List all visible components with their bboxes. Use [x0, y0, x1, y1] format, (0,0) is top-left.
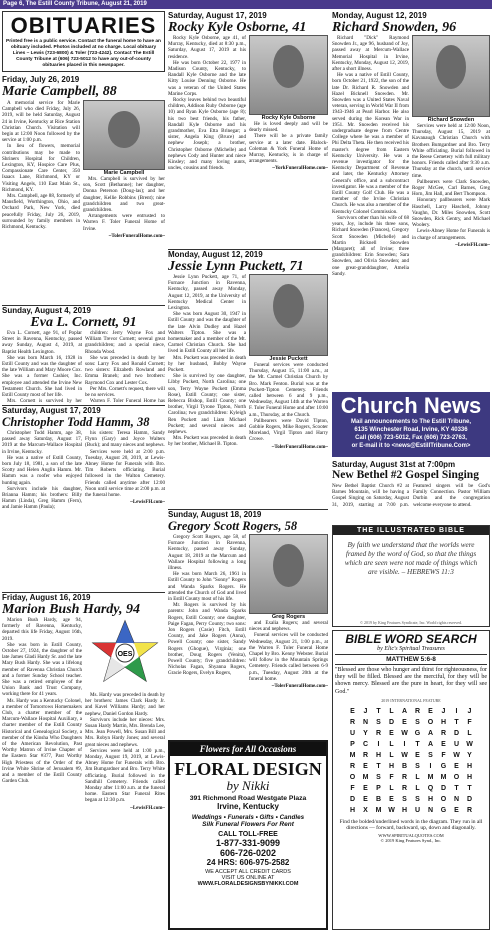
obit-hamm — [2, 405, 165, 590]
obit-date: Saturday, August 17, 2019 — [168, 11, 267, 20]
word-search-letter[interactable]: L — [415, 773, 420, 781]
bible-credit: © 2019 by King Features Syndicate, Inc. World rights reserved. — [360, 620, 462, 625]
obit-cornett — [2, 305, 165, 403]
obit-paragraph: Services were held at 2:00 p.m. Tuesday, August 20, 2019, at Lewis-Abney Home for Funerals with Bro. Tim Roberts officiating. Burial followed in the Walton Cemetery. Friends called anytime after 12:00 Noon until service time at 2:00 p.m. at the funeral home. — [85, 448, 165, 499]
obit-paragraph: Jessie Lynn Puckett, age 71, of Furnace Junction in Ravenna, Kentucky, passed away Monday, August 12, 2019, at the University of Kentucky Medical Center in Lexington. — [168, 274, 246, 312]
obit-date: Monday, August 12, 2019 — [168, 250, 263, 259]
ad-address-city: Irvine, Kentucky — [217, 802, 279, 811]
word-search-letter[interactable]: I — [429, 762, 432, 770]
obit-paragraph: Ms. Hardy was a Kentucky Colonel, a member of Tomorrows Homemakers Club, a charter member of the Marcum-Wallace Hospital Auxiliary, a charter member of the Estill County Historical and Genealogical Society, a member of the Kinsha Who Daughters of the American Revolution, Past Worthy Matron of Irvine Chapter of the Eastern Star #377, Past Worthy High Priestess of the Order of the Irvine White Shrine of Jerusalem #9, and a member of the Estill County Garden Club. — [2, 697, 82, 785]
word-search-letter[interactable]: C — [362, 740, 369, 748]
obit-name: Gregory Scott Rogers, 58 — [168, 519, 298, 533]
obit-paragraph: There will be a private family service at a later date. Blalock-Coleman & York Funeral Home of Murray, Kentucky, is in charge of arrangements. — [249, 133, 328, 165]
word-search-letter[interactable]: E — [441, 740, 446, 748]
obit-paragraph: Arrangements were entrusted to Warren F. Toler Funeral Home of Irvine. — [83, 213, 165, 232]
word-search-letter[interactable]: H — [401, 806, 408, 814]
word-search-letter[interactable]: R — [440, 729, 447, 737]
word-search-ref: MATTHEW 5:6-8 — [335, 654, 487, 665]
ad-name-sub: by Nikki — [226, 778, 270, 793]
obit-paragraph: In lieu of flowers, memorial contributions may be made to Shriners Hospital for Children, Lexington, KY, Hospice Care Plus, Compassionate Care Center, 350 Isaacs Lane, Richmond, KY or Visiting Angels, 110 East Main St., Richmond, KY. — [2, 143, 80, 193]
obit-name: Eva L. Cornett, 91 — [30, 315, 137, 330]
word-search-letter[interactable]: L — [389, 751, 394, 759]
obit-paragraph: She was born August 30, 1947 in Estill County and was the daughter of the late Alvin Dudley and Hazel Walters Tipton. She was a homemaker and a member of the Mt. Carmel Christian Church. She had lived in Estill County all her life. — [168, 311, 246, 355]
event-text: New Bethel Baptist Church #2 at Barnes Mountain, will be having a Gospel Singing on Saturday, August 31, 2019, starting at 7:00 p.m. Featured singers will be God's Family Connection. Pastor William Durbin and the congregation welcome everyone to attend. — [332, 483, 490, 508]
word-search-letter[interactable]: W — [453, 751, 460, 759]
word-search-verse: "Blessed are those who hunger and thirst for righteousness, for they will be filled. Blessed are the merciful, for they will be shown mercy. Blessed are the pure in heart, for they will see God." — [335, 667, 487, 695]
word-search-letter[interactable]: Y — [363, 729, 368, 737]
word-search-letter[interactable]: H — [349, 806, 356, 814]
obit-paragraph: Eva L. Cornett, age 91, of Poplar Street in Ravenna, Kentucky, passed away Sunday, August 4, 2019, at Baptist Health Lexington. — [2, 330, 82, 355]
word-search-letter[interactable]: E — [363, 762, 368, 770]
word-search-letter[interactable]: R — [362, 751, 369, 759]
obit-photo — [83, 100, 165, 170]
obit-paragraph: his sisters: Teresa Hamm, Sandy Flynn (Gary) and Joyce Walters (Buck); and many nieces and nephews. — [85, 430, 165, 449]
word-search-letter[interactable]: D — [453, 729, 460, 737]
word-search-letter[interactable]: M — [349, 751, 356, 759]
word-search-letter[interactable]: T — [415, 740, 420, 748]
bible-verse: By faith we understand that the worlds were framed by the word of God, so that the things which are seen were not made of things which are visible. – HEBREWS 11:3 — [344, 541, 478, 576]
word-search-letter[interactable]: U — [414, 806, 421, 814]
obit-paragraph: Mrs. Campbell is survived by her son, Scott (Bethanne); her daughter, Donna Peterson (Doug-las); and her daughter, Kellie Robbins (Brent); nine grandchildren and two great-grandchildren. — [83, 176, 165, 214]
masthead — [2, 11, 165, 72]
ad-phone-local: 606-726-0202 — [219, 848, 277, 858]
portrait-placeholder — [436, 45, 466, 89]
obit-paragraph: Warren F. Toler Funeral Home has — [90, 398, 165, 403]
obit-paragraph: Mrs. Puckett was preceded in death by her husband, Bobby Wayne Puckett. — [168, 354, 246, 374]
photo-caption: Greg Rogers — [271, 614, 306, 620]
portrait-placeholder — [273, 45, 304, 88]
word-search-letter[interactable]: E — [428, 707, 433, 715]
obit-paragraph: Mrs. Cornett is survived by her — [7, 398, 82, 403]
word-search-letter[interactable]: T — [454, 718, 459, 726]
church-news-line: Mail announcements to The Estill Tribune, — [350, 419, 471, 425]
bible-word-search — [332, 630, 490, 930]
obit-paragraph: A memorial service for Marie Campbell who died Friday, July 26, 2019, will be held Saturday, August 24 in Irvine, Kentucky at Rice Station Christian Church. Visitation will begin at 12:00 Noon followed by the service at 1:00 p.m. — [2, 100, 80, 144]
word-search-letter[interactable]: I — [455, 707, 458, 715]
word-search-letter[interactable]: O — [440, 795, 447, 803]
ad-services: Weddings • Funerals • Gifts • Candles — [191, 814, 305, 821]
word-search-letter[interactable]: E — [363, 795, 368, 803]
obit-signature: ~TolerFuneralHome.com~ — [271, 684, 328, 690]
word-search-letter[interactable]: W — [466, 740, 473, 748]
word-search-letter[interactable]: G — [440, 762, 447, 770]
obit-puckett — [168, 249, 328, 507]
word-search-letter[interactable]: D — [466, 795, 473, 803]
word-search-instructions: Find the bolded/underlined words in the diagram. They run in all directions — forward, backward, up, down and diagonally. — [339, 818, 483, 832]
obit-name: Richard Snowden, 96 — [332, 20, 457, 35]
word-search-letter[interactable]: S — [402, 795, 407, 803]
obit-paragraph: children: Jerry Wayne Fox and William Trevor Cornett; several great grandchildren; and a special niece, Rhonda Wood. — [85, 330, 165, 355]
obit-paragraph: He is loved deeply and will be dearly missed. — [249, 121, 328, 134]
word-search-letter[interactable]: Y — [467, 751, 472, 759]
church-event — [332, 460, 490, 522]
ad-name: FLORAL DESIGN — [174, 759, 322, 779]
word-search-letter[interactable]: E — [389, 795, 394, 803]
word-search-web[interactable]: WWW.SPIRITUALQUOTES.COM — [378, 832, 444, 838]
obit-paragraph: Gregory Scott Rogers, age 58, of Furnace Junction in Ravenna, Kentucky, passed away Sunday, August 18, 2019 at the Marcum and Wallace Hospital following a long illness. — [168, 534, 246, 572]
obit-paragraph: She was born March 16, 1928 in Estill County and was the daughter of the late William and Mary Moore Cox. She was a former Cashier, Inc. employee and attended the Irvine New Testament Church. She had lived in Estill County most of her life. — [2, 354, 82, 399]
obit-paragraph: Richard "Dick" Raymond Snowden Jr., age 96, husband of Joy, passed away at Mercum-Wallace Memorial Hospital in Irvine, Kentucky, Monday, August 12, 2019, after a short illness. — [332, 35, 409, 73]
obit-paragraph: Survivors other than his wife of 68 years, Joy, include his three sons, Richard Snowden (Frances), Gregory Scott Snowden (Michelle) and Martin Bicknell Snowden (Margaret); all of Irvine; three grandchildren: Erin Snowden; Sara Snowden, and Olivia Snowden; and one great-granddaughter, Amelia Sandy. — [332, 214, 409, 277]
word-search-letter[interactable]: E — [402, 718, 407, 726]
event-title: New Bethel #2 Gospel Singing — [332, 469, 479, 481]
obit-paragraph: She was born in Estill County, October 27, 1924, the daughter of the late James Gladi Hardy Sr. and the late Mary Bush Hardy. She was a lifelong member of Ravenna Christian Church and a former Sunday School teacher. She was a retired employee of the Union Bank and Trust Company, working there for 41 years. — [2, 641, 82, 698]
word-search-credit: 2019 INTERNATIONAL FEATURE — [381, 697, 441, 703]
word-search-letter[interactable]: H — [388, 762, 395, 770]
word-search-letter[interactable]: L — [389, 707, 394, 715]
word-search-row — [346, 717, 476, 728]
church-news-title: Church News — [340, 393, 482, 418]
obit-paragraph: He was born October 22, 1977 in Madison County, Kentucky, to Randall Kyle Osborne and the late Kitty Louise Denning Osborne. He was a veteran of the United States Marine Corps. — [168, 59, 246, 97]
obit-paragraph: Christopher Todd Hamm, age 38, passed away Saturday, August 17, 2019 at the Marcum-Wallace Hospital in Irvine, Kentucky. — [2, 430, 82, 455]
word-search-letter[interactable]: N — [427, 806, 434, 814]
emblem-text: OES — [117, 651, 133, 658]
word-search-letter[interactable]: N — [453, 795, 460, 803]
photo-caption: Marie Campbell — [103, 170, 145, 176]
obit-signature: ~LewisFH.com~ — [455, 242, 490, 248]
word-search-letter[interactable]: J — [467, 707, 472, 715]
obit-paragraph: Services were held at 12:00 Noon, Thursday, August 15, 2019 at Kavanaugh Christian Church with Brothers Bumgardner and Bro. Terry White officiating. Burial followed in the Reese Cemetery with full military honors. Friends called after 9:30 a.m. Thursday at the church, until service time. — [412, 123, 490, 179]
obit-paragraph: Mr. Rogers is survived by his parents: John and Wanda Sparks Rogers, Estill County; one daughter, Paige Fagan, Perry County; two sons: Jon Rogers (Casie) Fitch, Estill County, and Jake Rogers (Anna), Powell County; one sister, Sandy Rogers (Ghogue), Virginia; one brother, Doug Rogers (Venita), Powell County; five grandchildren: Nicholas Fagan, Shyanna Rogers, Gracie Rogers, Evelyn Rogers, — [168, 602, 246, 677]
word-search-letter[interactable]: T — [467, 784, 472, 792]
obit-rogers — [168, 509, 328, 737]
word-search-letter[interactable]: M — [440, 773, 447, 781]
word-search-letter[interactable]: H — [375, 751, 382, 759]
masthead-notice: Printed free is a public service. Contact the funeral home to have an obituary included. Photos included at no charge. Local obituary Lines – Lewis (723-6800) & Toler (723-4242). Contact The Estill County Tribune at (606) 723-5012 to have any out-of-county obituaries placed in this newspaper. — [6, 39, 161, 68]
word-search-row — [346, 739, 476, 750]
obit-signature: ~TolerFuneralHome.com~ — [108, 233, 165, 239]
obit-paragraph: and Exalia Rogers; and several nieces and nephews. — [249, 620, 328, 633]
word-search-letter[interactable]: W — [388, 806, 395, 814]
word-search-letter[interactable]: Q — [427, 784, 434, 792]
bible-banner: THE ILLUSTRATED BIBLE — [333, 526, 489, 535]
obit-paragraph: Ms. Hardy was preceded in death by her brothers: James Clark Hardy Jr. and Kavel Williams Hardy; and her nephew, Daniel Gordon Hardy. — [85, 692, 165, 717]
word-search-letter[interactable]: S — [415, 795, 420, 803]
word-search-letter[interactable]: R — [349, 762, 356, 770]
word-search-letter[interactable]: F — [350, 784, 355, 792]
obit-paragraph: He was born March 26, 1961 in Estill County to John "Sonny" Rogers and Wanda Sparks Rogers. He attended the Church of God and lived in Estill County most of his life. — [168, 571, 246, 603]
obit-date: Sunday, August 18, 2019 — [168, 510, 262, 519]
obit-paragraph: Mrs. Puckett was preceded in death by her brother, Michael B. Tipton. — [168, 435, 246, 448]
obit-date: Saturday, August 17, 2019 — [2, 406, 101, 415]
word-search-letter[interactable]: S — [376, 773, 381, 781]
word-search-row — [346, 794, 476, 805]
florist-ad — [168, 740, 328, 930]
word-search-letter[interactable]: L — [389, 784, 394, 792]
obit-photo — [249, 35, 328, 115]
word-search-row — [346, 783, 476, 794]
obit-date: Monday, August 12, 2019 — [332, 11, 427, 20]
word-search-letter[interactable]: U — [349, 729, 356, 737]
word-search-letter[interactable]: U — [453, 740, 460, 748]
obit-paragraph: Survivors include her nieces: Mrs. Susan Hardy Martin, Mrs. Brenda Lee, Mrs. Jean Powell, Mrs. Susan Bill and Mrs. Robyn Hardy Jones; and several great nieces and nephews. — [85, 716, 165, 748]
word-search-letter[interactable]: N — [362, 718, 369, 726]
word-search-row — [346, 761, 476, 772]
word-search-letter[interactable]: B — [401, 762, 408, 770]
ad-web-label: VISIT US ONLINE AT — [221, 875, 275, 881]
ad-web-link[interactable]: WWW.FLORALDESIGNSBYNIKKI.COM — [197, 881, 299, 887]
word-search-letter[interactable]: W — [401, 729, 408, 737]
obit-paragraph: She is survived by one daughter, Libby Puckett, North Carolina; one son, Terry Wayne Puckett (Emma Rose), Estill County; one sister, Rebecca Bishop, Estill County; one brother, Virgil Tyrone Tipton, North Carolina; two grandchildren: Kyleigh Ren Puckett and Liam Michael Puckett; and several nieces and nephews. — [168, 373, 246, 436]
word-search-letter[interactable]: R — [414, 707, 421, 715]
word-search-letter[interactable]: A — [427, 740, 434, 748]
word-search-letter[interactable]: S — [415, 762, 420, 770]
obit-paragraph: He was a native of Estill County, born July 18, 1981, a son of the late Scotty and Helen Anglin Hamm. Mr. Hamm was a roofer who enjoyed hunting again. — [2, 454, 82, 486]
word-search-letter[interactable]: J — [363, 707, 368, 715]
word-search-letter[interactable]: E — [454, 762, 459, 770]
obit-paragraph: Funeral services will be conducted Wednesday, August 21, 1:00 p.m., at the Warren F. Toler Funeral Home Chapel by Bro. Kenny Webster. Burial will follow in the Mountain Springs Cemetery. Friends called between 6-9 p.m., Tuesday, August 20th at the funeral home. — [249, 632, 328, 682]
word-search-letter[interactable]: X — [363, 806, 368, 814]
word-search-row — [346, 728, 476, 739]
ad-credit-cards: WE ACCEPT ALL CREDIT CARDS — [205, 869, 291, 875]
word-search-letter[interactable]: F — [389, 773, 394, 781]
photo-caption: Rocky Kyle Osborne — [261, 115, 316, 121]
obit-hardy — [2, 592, 165, 930]
word-search-letter[interactable]: D — [388, 718, 395, 726]
word-search-letter[interactable]: A — [427, 729, 434, 737]
word-search-letter[interactable]: H — [466, 762, 473, 770]
word-search-copyright: © 2019 King Features Synd., Inc. — [380, 837, 442, 843]
word-search-letter[interactable]: T — [376, 707, 381, 715]
obit-signature: ~TolerFuneralHome.com~ — [271, 444, 328, 450]
word-search-letter[interactable]: T — [376, 762, 381, 770]
obit-date: Friday, July 26, 2019 — [2, 75, 80, 84]
word-search-letter[interactable]: E — [389, 729, 394, 737]
ad-call: CALL TOLL-FREE — [218, 831, 278, 838]
word-search-letter[interactable]: B — [375, 795, 382, 803]
photo-caption: Richard Snowden — [427, 117, 475, 123]
obit-paragraph: He was a native of Estill County, born October 21, 1922, the son of the late Dr. Richard R. Snowden and Hazel Bicknell Snowden. Mr. Snowden was a United States Naval veteran, serving in World War II from 1943-1946 at Pearl Harbor. He also served during the Korean War in 1951. Mr. Snowden received his undergraduate degree from Centre College where he was a member of Phi Delta Theta. He then received his master's degree from Eastern Kentucky University. He was a revenue investigator for the Kentucky Department of Revenue and later, the Kentucky Attorney General's office, and a subcontract investigator. He was a member of the Estill County Golf Club. He was a member of the Irvine Christian Church. He was also a member of the Kentucky Colonel Commission. — [332, 72, 409, 215]
church-news-line: 6135 Winchester Road, Irvine, KY 40336 — [354, 427, 468, 433]
ad-phone: 1-877-331-9099 — [215, 838, 281, 848]
word-search-letter[interactable]: E — [454, 806, 459, 814]
word-search-letter[interactable]: M — [362, 773, 369, 781]
obit-paragraph: Rocky Kyle Osborne, age 41, of Murray, Kentucky, died at 8:30 p.m., Saturday, August 17, 2019 at his residence. — [168, 35, 246, 60]
obit-photo — [249, 534, 328, 614]
obit-date: Friday, August 16, 2019 — [2, 593, 91, 602]
event-date: Saturday, August 31st at 7:00pm — [332, 460, 456, 469]
ad-phone-24hr: 24 HRS: 606-975-2582 — [206, 858, 290, 867]
obit-paragraph: Honorary pallbearers were Mark Haschell, Larry Haschell, Johnny Vaughn, Dr. Miles Snowden, Scott Snowden, Rick Gentry, and Michael Woolery. — [412, 197, 490, 229]
word-search-letter[interactable]: H — [466, 773, 473, 781]
obit-date: Sunday, August 4, 2019 — [2, 306, 91, 315]
word-search-letter[interactable]: R — [401, 773, 408, 781]
word-search-letter[interactable]: R — [349, 718, 356, 726]
word-search-letter[interactable]: G — [440, 806, 447, 814]
word-search-row — [346, 805, 476, 816]
church-news-box — [332, 392, 490, 457]
obit-paragraph: Mrs. Campbell, age 88, formerly of Mansfield, Worthington, Ohio, and Orchard Park, New York, died peacefully Friday, July 26, 2019, surrounded by family members in Richmond, Kentucky. — [2, 193, 80, 231]
word-search-letter[interactable]: L — [467, 729, 472, 737]
word-search-row — [346, 772, 476, 783]
word-search-letter[interactable]: G — [414, 729, 421, 737]
ad-services-rent: Silk Funeral Flowers For Rent — [202, 821, 294, 828]
obit-paragraph: Lewis-Abney Home for Funerals is in charge of arrangements. — [412, 228, 490, 241]
word-search-letter[interactable]: E — [415, 751, 420, 759]
word-search-letter[interactable]: D — [349, 795, 356, 803]
word-search-letter[interactable]: H — [427, 795, 434, 803]
word-search-letter[interactable]: M — [375, 806, 382, 814]
word-search-letter[interactable]: F — [467, 718, 472, 726]
portrait-placeholder — [108, 111, 140, 148]
photo-caption: Jessie Puckett — [269, 356, 308, 362]
word-search-row — [346, 750, 476, 761]
word-search-letter[interactable]: W — [401, 751, 408, 759]
obit-campbell — [2, 75, 165, 303]
word-search-letter[interactable]: J — [441, 707, 446, 715]
eastern-star-emblem-icon — [85, 617, 165, 687]
obit-name: Marie Campbell, 88 — [2, 84, 117, 99]
obit-paragraph: Funeral services were conducted Thursday, August 15, 11:00 a.m., at the Mt. Carmel Christian Church by Bro. Mark Fenton. Burial was at the Puckett-Tipton Cemetery. Friends called between 6 and 9 p.m., Wednesday, August 14th at the Warren F. Toler Funeral Home and after 10:00 a.m., Thursday, at the Church. — [249, 362, 328, 418]
word-search-letter[interactable]: I — [377, 740, 380, 748]
word-search-letter[interactable]: O — [453, 773, 460, 781]
word-search-letter[interactable]: S — [415, 718, 420, 726]
word-search-letter[interactable]: R — [375, 729, 382, 737]
word-search-title: BIBLE WORD SEARCH — [345, 632, 477, 646]
obit-signature: ~LewisFH.com~ — [130, 805, 165, 811]
church-news-line: Call (606) 723-5012, Fax (606) 723-2763, — [355, 435, 467, 441]
obit-signature: ~YorkFuneralHome.com~ — [272, 166, 328, 172]
illustrated-bible — [332, 525, 490, 627]
obit-photo — [412, 35, 490, 117]
obit-name: Christopher Todd Hamm, 38 — [2, 415, 150, 429]
obit-paragraph: She was preceded in death by her sons: Larry Fox and Ronald Cornett; two sisters: Elizabeth Rowland and Emma Braneh; and two brothers: Raymond Cox and Lester Cox. — [85, 354, 165, 386]
obit-name: Rocky Kyle Osborne, 41 — [168, 20, 307, 35]
word-search-grid[interactable] — [346, 706, 476, 816]
obit-name: Jessie Lynn Puckett, 71 — [168, 259, 304, 274]
obit-paragraph: Per Mrs. Cornett's request, there will be no services. — [85, 385, 165, 399]
portrait-placeholder — [273, 544, 304, 587]
masthead-title: OBITUARIES — [10, 13, 157, 38]
obit-paragraph: Pallbearers were Clark Snowden, Roger McGee, Carl Barnes, Greg Horn, Jim Hall, and Bert Thompson. — [412, 178, 490, 198]
word-search-letter[interactable]: S — [428, 751, 433, 759]
word-search-letter[interactable]: L — [415, 784, 420, 792]
word-search-row — [346, 706, 476, 717]
church-news-email[interactable]: or E-mail it to <news@EstillTribune.Com> — [351, 443, 471, 449]
word-search-letter[interactable]: O — [349, 773, 356, 781]
word-search-letter[interactable]: R — [401, 784, 408, 792]
word-search-letter[interactable]: F — [441, 751, 446, 759]
word-search-letter[interactable]: E — [350, 707, 355, 715]
obit-paragraph: Pallbearers were David Tipton, Gobbie Rogers, Mike Rogers, Scooter Moreland, Virgil Tipton and Harry Crowe. — [249, 417, 328, 443]
word-search-letter[interactable]: H — [440, 718, 447, 726]
word-search-letter[interactable]: L — [389, 740, 394, 748]
obit-paragraph: Marion Bush Hardy, age 94, formerly of Ravenna, Kentucky, departed this life Friday, August 16th, 2019. — [2, 617, 82, 642]
obit-name: Marion Bush Hardy, 94 — [2, 602, 140, 617]
word-search-letter[interactable]: P — [350, 740, 355, 748]
word-search-letter[interactable]: I — [403, 740, 406, 748]
word-search-letter[interactable]: O — [427, 718, 434, 726]
word-search-letter[interactable]: M — [427, 773, 434, 781]
obit-snowden — [332, 11, 490, 389]
word-search-byline: by Elic's Spiritual Treasures — [377, 646, 445, 652]
obit-osborne — [168, 11, 328, 247]
obit-paragraph: Rocky leaves behind two beautiful children, Addison Ruby Osborne (age 10) and Ryan Kyle Osborne (age 8); his two best friends, his father, Randall Kyle Osborne and his grandmother, Eva Etta Brinegar; a sister, Angela King (Bruce) and nephew Joseph; a brother, Christopher Osborne (Michelle) and nephews Cody and Hunter and niece Kinsley; and many loving aunts, uncles, cousins and friends. — [168, 97, 246, 172]
ad-address: 391 Richmond Road Westgate Plaza — [189, 795, 307, 802]
portrait-placeholder — [273, 284, 304, 328]
obit-signature: ~LewisFH.com~ — [130, 500, 165, 506]
word-search-letter[interactable]: D — [440, 784, 447, 792]
obit-paragraph: Survivors include his daughter, Brianna Hamm; his brothers: Billy Hamm (Linda), Greg Hamm (Fern), and Jamie Hamm (Paula); — [2, 485, 82, 511]
word-search-letter[interactable]: E — [363, 784, 368, 792]
word-search-letter[interactable]: P — [376, 784, 381, 792]
word-search-letter[interactable]: A — [401, 707, 408, 715]
ad-banner: Flowers for All Occasions — [170, 742, 326, 756]
word-search-letter[interactable]: R — [466, 806, 473, 814]
page-header: Page 6, The Estill County Tribune, August 21, 2019 — [0, 0, 492, 9]
obit-paragraph: Services were held at 1:00 p.m., Monday, August 19, 2019, at Lewis-Abney Home for Funerals with Bro. Jim Bumgardner and Bro. Terry White officiating. Burial followed in the Sandhill Cemetery. Friends called Monday after 11:00 a.m. at the funeral home. Eastern Star Funeral Rites began at 12:30 p.m. — [85, 747, 165, 804]
word-search-letter[interactable]: T — [454, 784, 459, 792]
obit-photo — [249, 274, 328, 356]
word-search-letter[interactable]: S — [376, 718, 381, 726]
